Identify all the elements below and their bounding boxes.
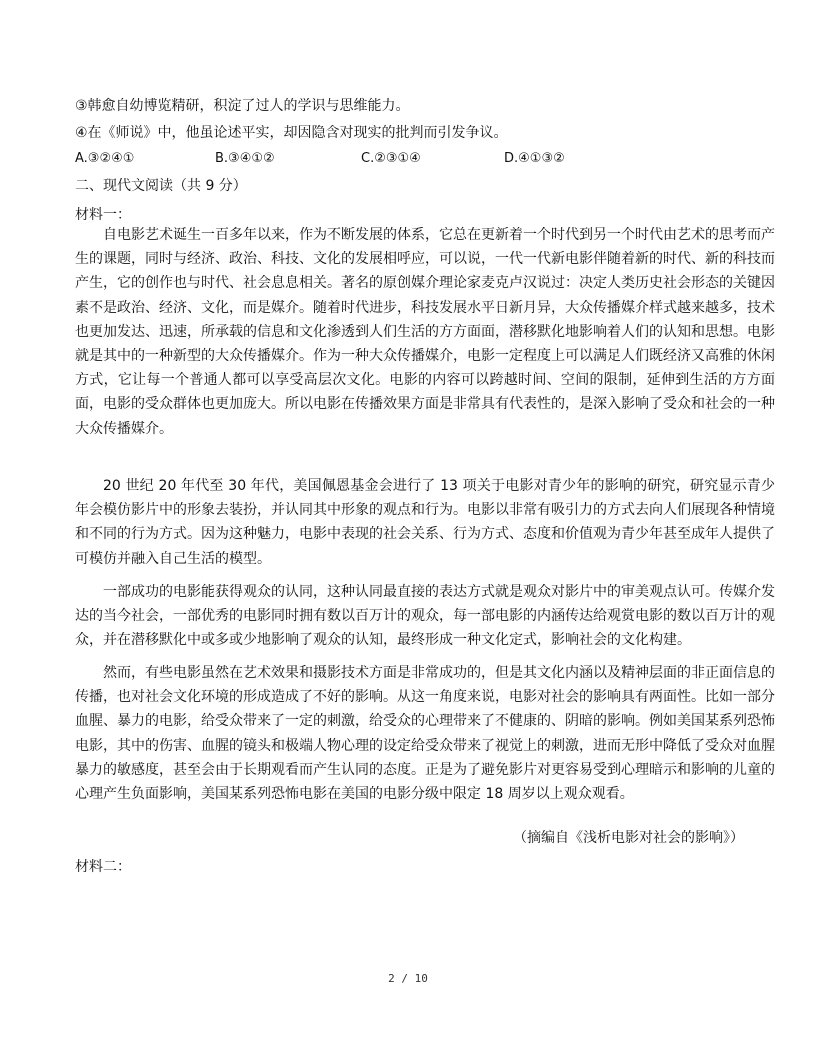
option-d: D.④①③②: [504, 151, 565, 166]
source-citation: （摘编自《浅析电影对社会的影响》）: [513, 830, 744, 846]
paragraph-2: 20 世纪 20 年代至 30 年代，美国佩恩基金会进行了 13 项关于电影对青少年的影响的研究，研究显示青少年会模仿影片中的形象去装扮，并认同其中形象的观点和行为。电影以非常有吸引力的方式去向人们展现各种情境和不同的行为方式。因为这种魅力，电影中表现的社会关系、行为方式、态度和价值观为青少年甚至成年人提供了可模仿并融入自己生活的模型。: [75, 478, 775, 567]
paragraph-4: 然而，有些电影虽然在艺术效果和摄影技术方面是非常成功的，但是其文化内涵以及精神层面的非正面信息的传播，也对社会文化环境的形成造成了不好的影响。从这一角度来说，电影对社会的影响具有两面性。比如一部分血腥、暴力的电影，给受众带来了一定的刺激，给受众的心理带来了不健康的、阴暗的影响。例如美国某系列恐怖电影，其中的伤害、血腥的镜头和极端人物心理的设定给受众带来了视觉上的刺激，进而无形中降低了受众对血腥暴力的敏感度，甚至会由于长期观看而产生认同的态度。正是为了避免影片对更容易受到心理暗示和影响的儿童的心理产生负面影响，美国某系列恐怖电影在美国的电影分级中限定 18 周岁以上观众观看。: [75, 665, 775, 803]
option-b: B.③④①②: [215, 151, 275, 166]
question-item-3: ③韩愈自幼博览精研，积淀了过人的学识与思维能力。: [75, 98, 410, 114]
material-1-label: 材料一：: [75, 207, 131, 223]
material-2-label: 材料二：: [75, 859, 131, 875]
option-a: A.③②④①: [75, 151, 135, 166]
answer-options: [75, 150, 675, 168]
page-number: 2 / 10: [388, 972, 428, 985]
paragraph-3: 一部成功的电影能获得观众的认同，这种认同最直接的表达方式就是观众对影片中的审美观点认可。传媒介发达的当今社会，一部优秀的电影同时拥有数以百万计的观众，每一部电影的内涵传达给观赏电影的数以百万计的观众，并在潜移默化中或多或少地影响了观众的认知，最终形成一种文化定式，影响社会的文化构建。: [75, 584, 775, 649]
option-c: C.②③①④: [361, 151, 421, 166]
paragraph-1: 自电影艺术诞生一百多年以来，作为不断发展的体系，它总在更新着一个时代到另一个时代由艺术的思考而产生的课题，同时与经济、政治、科技、文化的发展相呼应，可以说，一代一代新电影伴随着新的时代、新的科技而产生，它的创作也与时代、社会息息相关。著名的原创媒介理论家麦克卢汉说过：决定人类历史社会形态的关键因素不是政治、经济、文化，而是媒介。随着时代进步，科技发展水平日新月异，大众传播媒介样式越来越多，技术也更加发达、迅速，所承载的信息和文化渗透到人们生活的方方面面，潜移默化地影响着人们的认知和思想。电影就是其中的一种新型的大众传播媒介。作为一种大众传播媒介，电影一定程度上可以满足人们既经济又高雅的休闲方式，它让每一个普通人都可以享受高层次文化。电影的内容可以跨越时间、空间的限制，延伸到生活的方方面面，电影的受众群体也更加庞大。所以电影在传播效果方面是非常具有代表性的，是深入影响了受众和社会的一种大众传播媒介。: [75, 227, 775, 437]
section-heading: 二、现代文阅读（共 9 分）: [75, 178, 247, 194]
question-item-4: ④在《师说》中，他虽论述平实，却因隐含对现实的批判而引发争议。: [75, 125, 508, 141]
